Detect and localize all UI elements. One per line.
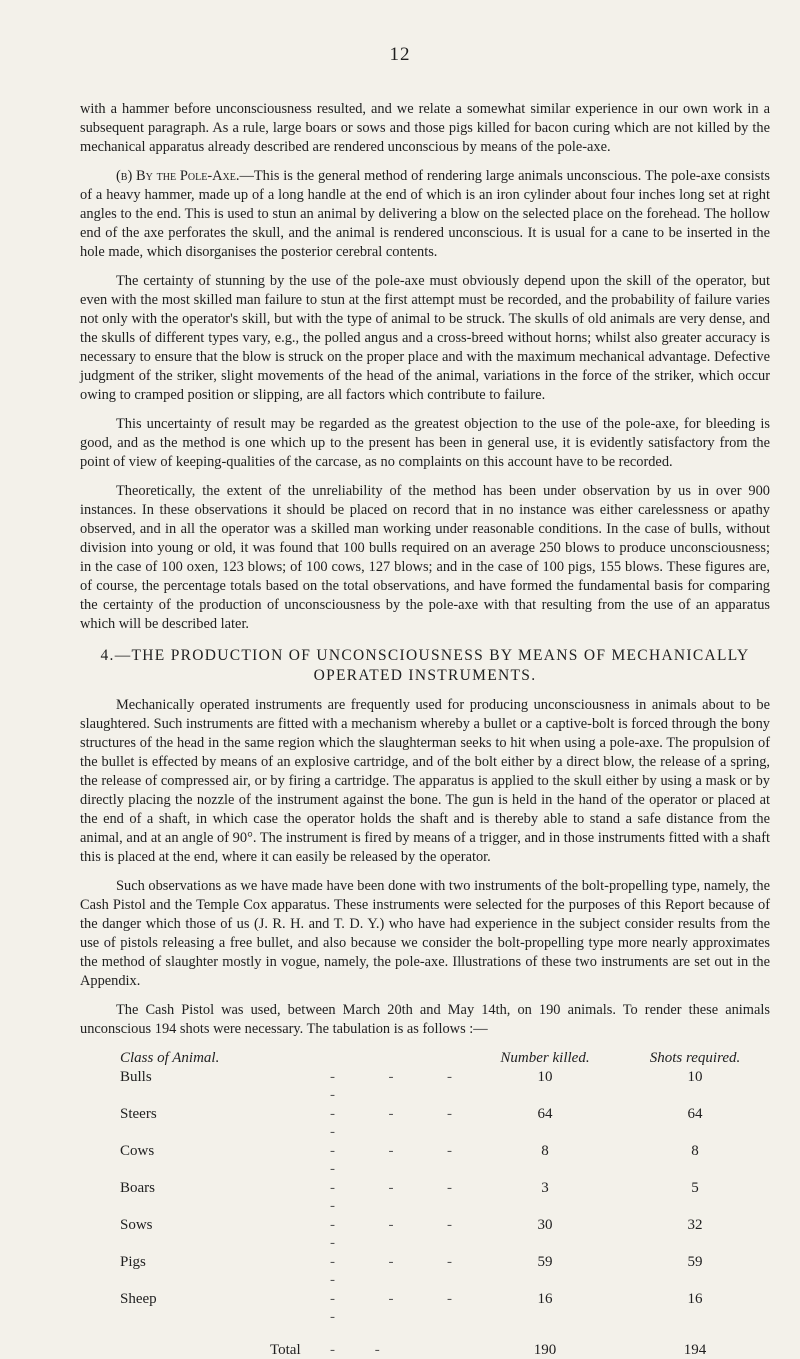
table-row [80,1290,770,1327]
row-killed: 10 [470,1068,620,1087]
row-leader: - - - - [330,1068,470,1105]
total-label-text: Total [120,1342,301,1358]
header-number-killed: Number killed. [470,1049,620,1068]
row-class: Bulls [80,1068,330,1087]
table-row [80,1142,770,1179]
row-killed: 59 [470,1253,620,1272]
row-shots: 32 [620,1216,770,1235]
row-class: Cows [80,1142,330,1161]
row-shots: 16 [620,1290,770,1309]
paragraph-2-text: —This is the general method of rendering large animals unconscious. The pole-axe consists of a heavy hammer, made up of a long handle at the end of which is an iron cylinder about four inches long set at right angles to the end. This is used to stun an animal by delivering a blow on the selected place on the forehead. The hollow end of the axe perforates the skull, and the animal is rendered unconscious. It is usual for a cane to be inserted in the hole made, which disorganises the posterior cerebral contents. [80,168,770,260]
row-leader: - - - - [330,1253,470,1290]
row-leader: - - - - [330,1179,470,1216]
table-row [80,1179,770,1216]
table-row [80,1068,770,1105]
row-class: Steers [80,1105,330,1124]
table-total-row [80,1341,770,1359]
row-killed: 16 [470,1290,620,1309]
row-leader: - - - - [330,1290,470,1327]
row-killed: 30 [470,1216,620,1235]
total-leader: - - [330,1341,470,1359]
row-killed: 8 [470,1142,620,1161]
total-label [80,1341,330,1359]
header-shots-required: Shots required. [620,1049,770,1068]
row-shots: 64 [620,1105,770,1124]
table-row [80,1216,770,1253]
table-row [80,1105,770,1142]
row-shots: 10 [620,1068,770,1087]
paragraph-6: Mechanically operated instruments are frequently used for producing unconsciousness in animals about to be slaughtered. Such instruments are fitted with a mechanism whereby a bullet or a captive-bolt is forced through the bony structures of the head in the same region which the slaughterman seeks to hit when using a pole-axe. The propulsion of the bullet is effected by means of an explosive cartridge, and of the bolt either by a direct blow, the release of a spring, the release of compressed air, or by firing a cartridge. The apparatus is applied to the skull either by using a mask or by directly placing the nozzle of the instrument against the bone. The gun is held in the hand of the operator or placed at the end of a shaft, in which case the operator holds the shaft and is thereby able to stand a safe distance from the animal, and at an angle of 90°. The instrument is fired by means of a trigger, and in those instruments fitted with a shaft this is placed at the end, where it can easily be released by the operator. [80,696,770,867]
row-class: Boars [80,1179,330,1198]
paragraph-2 [80,167,770,262]
row-killed: 3 [470,1179,620,1198]
section-heading: 4.—THE PRODUCTION OF UNCONSCIOUSNESS BY MEANS OF MECHANICALLY OPERATED INSTRUMENTS. [80,646,770,686]
paragraph-5: Theoretically, the extent of the unreliability of the method has been under observation by us in over 900 instances. In these observations it should be placed on record that in no instance was either carelessness or apathy observed, and in all the operator was a skilled man working under reasonable conditions. In the case of bulls, without division into young or old, it was found that 100 bulls required on an average 250 blows to produce unconsciousness; in the case of 100 oxen, 123 blows; of 100 cows, 127 blows; and in the case of 100 pigs, 155 blows. These figures are, of course, the percentage totals based on the total observations, and have formed the fundamental basis for comparing the certainty of the production of unconsciousness by the pole-axe with that resulting from the use of an apparatus which will be described later. [80,482,770,634]
table-header-row [80,1049,770,1068]
row-shots: 8 [620,1142,770,1161]
paragraph-7: Such observations as we have made have been done with two instruments of the bolt-propelling type, namely, the Cash Pistol and the Temple Cox apparatus. These instruments were selected for the purposes of this Report because of the danger which those of us (J. R. H. and T. D. Y.) who have had experience in the subject consider results from the use of pistols releasing a free bullet, and also because we consider the bolt-propelling type more nearly approximates the method of slaughter mostly in vogue, namely, the pole-axe. Illustrations of these two instruments are set out in the Appendix. [80,877,770,991]
row-shots: 5 [620,1179,770,1198]
row-class: Sows [80,1216,330,1235]
row-class: Pigs [80,1253,330,1272]
row-leader: - - - - [330,1142,470,1179]
row-class: Sheep [80,1290,330,1309]
total-killed: 190 [470,1341,620,1359]
body-text [80,100,770,1359]
page-number: 12 [0,44,800,66]
row-shots: 59 [620,1253,770,1272]
subsection-label: (b) By the Pole-Axe. [116,168,239,184]
row-killed: 64 [470,1105,620,1124]
paragraph-8: The Cash Pistol was used, between March 20th and May 14th, on 190 animals. To render these animals unconscious 194 shots were necessary. The tabulation is as follows :— [80,1001,770,1039]
row-leader: - - - - [330,1105,470,1142]
total-shots: 194 [620,1341,770,1359]
table-row [80,1253,770,1290]
paragraph-1: with a hammer before unconsciousness resulted, and we relate a somewhat similar experience in our own work in a subsequent paragraph. As a rule, large boars or sows and those pigs killed for bacon curing which are not killed by the mechanical apparatus already described are rendered unconscious by means of the pole-axe. [80,100,770,157]
row-leader: - - - - [330,1216,470,1253]
header-class-of-animal: Class of Animal. [80,1049,470,1068]
paragraph-3: The certainty of stunning by the use of the pole-axe must obviously depend upon the skill of the operator, but even with the most skilled man failure to stun at the first attempt must be recorded, and the probability of failure varies not only with the operator's skill, but with the type of animal to be struck. The skulls of old animals are very dense, and the skulls of different types vary, e.g., the polled angus and a cross-breed without horns; whilst also greater accuracy is necessary to ensure that the blow is struck on the proper place and with the maximum mechanical advantage. Defective judgment of the striker, slight movements of the head of the animal, variations in the force of the striker, which occur owing to cramped position or slipping, are all factors which contribute to failure. [80,272,770,405]
paragraph-4: This uncertainty of result may be regarded as the greatest objection to the use of the pole-axe, for bleeding is good, and as the method is one which up to the present has been in general use, it is evidently satisfactory from the point of view of keeping-qualities of the carcase, as no complaints on this account have to be recorded. [80,415,770,472]
